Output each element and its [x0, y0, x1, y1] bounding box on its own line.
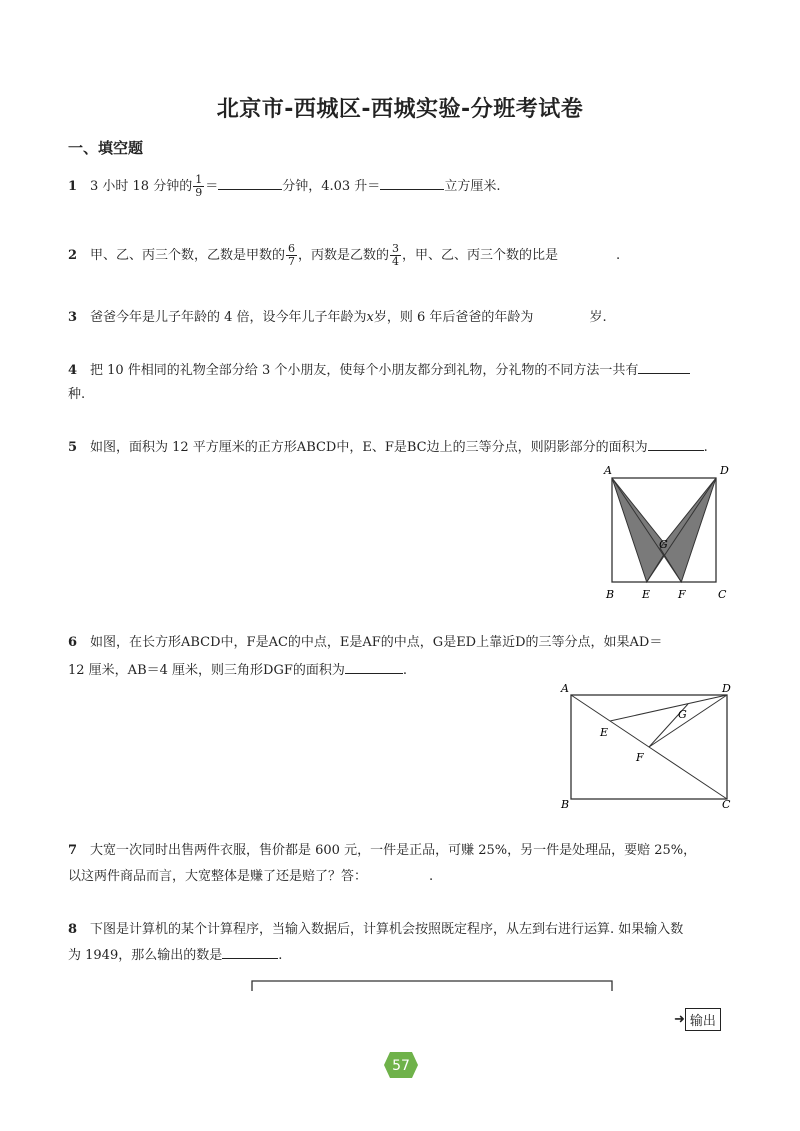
question-5	[68, 436, 733, 459]
q6-line2	[68, 659, 733, 682]
question-1	[68, 174, 733, 199]
q2-text-b: ，丙数是乙数的	[298, 248, 390, 263]
rectangle-figure	[556, 680, 736, 812]
question-number: 3	[68, 310, 78, 325]
label-b: B	[606, 588, 615, 601]
q2-text-a: 甲、乙、丙三个数，乙数是甲数的	[90, 248, 286, 263]
question-number: 5	[68, 440, 78, 455]
answer-blank[interactable]	[638, 359, 690, 374]
line-fd	[649, 695, 727, 747]
q5-text-end: .	[703, 440, 708, 455]
variable-x: x	[366, 310, 374, 325]
fraction-denominator: 7	[288, 255, 296, 268]
q7-line2	[68, 866, 733, 888]
question-8	[68, 919, 733, 941]
q6-line2-b: .	[402, 663, 407, 678]
label-a: A	[561, 682, 569, 695]
q6-line2-a: 12 厘米，AB＝4 厘米，则三角形DGF的面积为	[68, 663, 345, 678]
label-g: G	[678, 708, 687, 721]
q6-line1: 如图，在长方形ABCD中，F是AC的中点，E是AF的中点，G是ED上靠近D的三等分点，如果AD＝	[90, 635, 663, 650]
fraction-numerator: 3	[392, 242, 400, 255]
question-number: 2	[68, 248, 78, 263]
label-f: F	[678, 588, 686, 601]
label-d: D	[720, 464, 729, 477]
fraction-numerator: 1	[195, 173, 203, 186]
label-e: E	[642, 588, 651, 601]
shaded-triangle-left	[612, 478, 668, 582]
label-f: F	[636, 751, 644, 764]
q7-line2-b: .	[429, 869, 434, 884]
q8-line2-a: 为 1949，那么输出的数是	[68, 948, 223, 963]
fraction-denominator: 4	[392, 255, 400, 268]
page-title: 北京市-西城区-西城实验-分班考试卷	[216, 97, 584, 122]
fraction	[193, 174, 204, 199]
fraction-denominator: 9	[195, 186, 203, 199]
question-6	[68, 632, 733, 654]
answer-blank[interactable]	[380, 175, 444, 190]
q4-line1: 把 10 件相同的礼物全部分给 3 个小朋友，使每个小朋友都分到礼物，分礼物的不同方法一共有	[90, 363, 639, 378]
q2-text-d: .	[616, 248, 621, 263]
fraction	[286, 243, 297, 268]
flowchart-output	[674, 1008, 721, 1031]
label-a: A	[604, 464, 612, 477]
q3-text-b: 岁，则 6 年后爸爸的年龄为	[373, 310, 534, 325]
question-number: 6	[68, 635, 78, 650]
q7-line2-a: 以这两件商品而言，大宽整体是赚了还是赔了？答：	[68, 869, 368, 884]
line-ed	[610, 695, 727, 721]
fraction	[390, 243, 401, 268]
square-abcd	[612, 478, 716, 582]
question-3	[68, 307, 733, 329]
q8-line1: 下图是计算机的某个计算程序，当输入数据后，计算机会按照既定程序，从左到右进行运算. 如果输入数	[90, 922, 684, 937]
question-number: 1	[68, 179, 78, 194]
question-number: 7	[68, 843, 78, 858]
label-c: C	[718, 588, 727, 601]
q1-text-c: 分钟，4.03 升＝	[282, 179, 381, 194]
answer-blank[interactable]	[648, 436, 704, 451]
q4-line2: 种.	[68, 387, 86, 402]
question-number: 4	[68, 363, 78, 378]
q8-line2-b: .	[278, 948, 283, 963]
answer-blank[interactable]	[218, 175, 282, 190]
question-2	[68, 243, 733, 268]
q8-line2	[68, 944, 733, 967]
q1-text-b: ＝	[205, 179, 219, 194]
shaded-triangle-right	[660, 478, 716, 582]
q5-text: 如图，面积为 12 平方厘米的正方形ABCD中，E、F是BC边上的三等分点，则阴影部分的面积为	[90, 440, 648, 455]
question-4	[68, 359, 733, 382]
label-g: G	[659, 538, 668, 551]
q3-text-c: 岁.	[589, 310, 607, 325]
q1-text-d: 立方厘米.	[444, 179, 501, 194]
output-box: 输出	[685, 1008, 721, 1031]
fraction-numerator: 6	[288, 242, 296, 255]
answer-blank[interactable]	[222, 944, 278, 959]
section-heading: 一、填空题	[68, 139, 144, 157]
label-c: C	[722, 798, 731, 811]
question-7	[68, 840, 733, 862]
flowchart-bracket	[250, 978, 615, 992]
arrow-right-icon: ➜	[674, 1011, 685, 1027]
page-number: 57	[392, 1058, 410, 1074]
q2-text-c: ，甲、乙、丙三个数的比是	[402, 248, 559, 263]
label-e: E	[600, 726, 609, 739]
q1-text-a: 3 小时 18 分钟的	[90, 179, 193, 194]
square-figure	[598, 460, 738, 605]
label-b: B	[561, 798, 570, 811]
question-number: 8	[68, 922, 78, 937]
answer-blank[interactable]	[345, 659, 403, 674]
label-d: D	[722, 682, 731, 695]
q7-line1: 大宽一次同时出售两件衣服，售价都是 600 元，一件是正品，可赚 25%，另一件是处理品，要赔 25%，	[90, 843, 697, 858]
q3-text-a: 爸爸今年是儿子年龄的 4 倍，设今年儿子年龄为	[90, 310, 367, 325]
page-number-badge	[384, 1052, 418, 1078]
